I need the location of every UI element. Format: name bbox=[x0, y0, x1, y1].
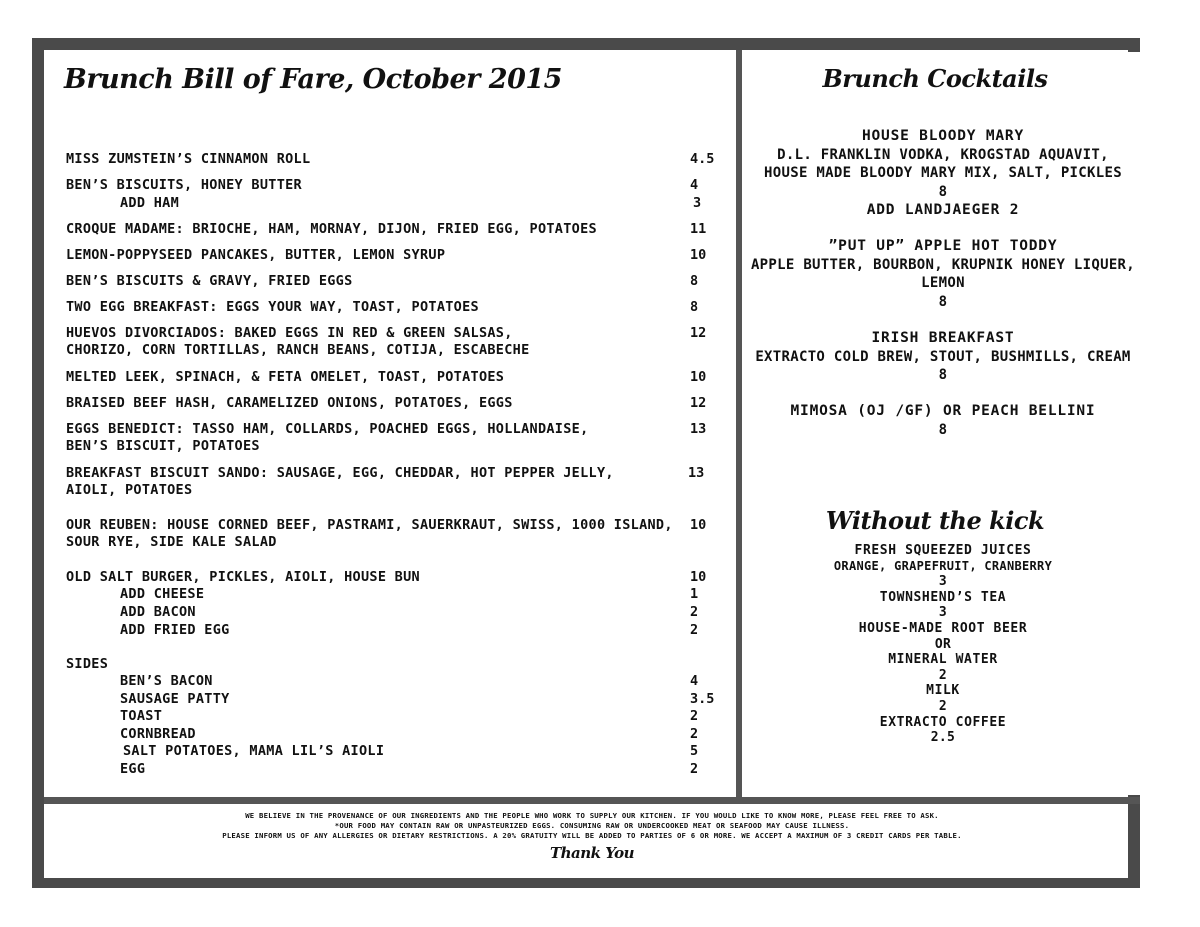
menu-item-price: 11 bbox=[690, 221, 707, 237]
menu-item-price: 4 bbox=[690, 177, 699, 193]
frame-border-right-bottom bbox=[1128, 795, 1140, 888]
menu-item: BRAISED BEEF HASH, CARAMELIZED ONIONS, POTATOES, EGGS bbox=[66, 395, 513, 411]
cocktail-price: 8 bbox=[938, 183, 948, 200]
cocktail-entry bbox=[742, 127, 1144, 220]
menu-item: OUR REUBEN: HOUSE CORNED BEEF, PASTRAMI, SAUERKRAUT, SWISS, 1000 ISLAND, SOUR RYE, SIDE KALE SALAD bbox=[66, 517, 673, 550]
drink-price: 2 bbox=[938, 698, 948, 714]
menu-item: EGGS BENEDICT: TASSO HAM, COLLARDS, POACHED EGGS, HOLLANDAISE, BEN’S BISCUIT, POTATOES bbox=[66, 421, 589, 454]
side-item-label: EGG bbox=[120, 761, 146, 777]
side-item-label: CORNBREAD bbox=[120, 726, 196, 742]
menu-item: HUEVOS DIVORCIADOS: BAKED EGGS IN RED & GREEN SALSAS, CHORIZO, CORN TORTILLAS, RANCH BEANS, COTIJA, ESCABECHE bbox=[66, 325, 530, 358]
cocktail-entry bbox=[742, 329, 1144, 385]
cocktail-entry bbox=[742, 237, 1144, 311]
drink-price: 2 bbox=[938, 667, 948, 683]
no-kick-title: Without the kick bbox=[825, 506, 1045, 535]
menu-item-price: 10 bbox=[690, 369, 707, 385]
menu-item: BEN’S BISCUITS & GRAVY, FRIED EGGS bbox=[66, 273, 353, 289]
menu-item: CROQUE MADAME: BRIOCHE, HAM, MORNAY, DIJON, FRIED EGG, POTATOES bbox=[66, 221, 597, 237]
footer-divider bbox=[44, 797, 1140, 804]
addon-label: ADD FRIED EGG bbox=[120, 622, 230, 638]
sides-heading: SIDES bbox=[66, 656, 109, 672]
addon-price: 1 bbox=[690, 586, 699, 602]
side-item-price: 2 bbox=[690, 726, 699, 742]
cocktail-price: 8 bbox=[938, 293, 948, 310]
menu-item-price: 4.5 bbox=[690, 151, 715, 167]
drink-price: 2.5 bbox=[930, 730, 956, 746]
no-kick-list bbox=[742, 543, 1144, 746]
cocktail-price: 8 bbox=[938, 367, 948, 383]
cocktails-title: Brunch Cocktails bbox=[822, 64, 1048, 93]
drink-price: 3 bbox=[938, 605, 948, 621]
cocktail-name: MIMOSA (OJ /GF) OR PEACH BELLINI bbox=[790, 403, 1096, 419]
drink-price: 3 bbox=[938, 574, 948, 590]
menu-item: OLD SALT BURGER, PICKLES, AIOLI, HOUSE BUN bbox=[66, 569, 420, 585]
menu-item-price: 12 bbox=[690, 395, 707, 411]
menu-item: LEMON-POPPYSEED PANCAKES, BUTTER, LEMON SYRUP bbox=[66, 247, 446, 263]
drink-name: EXTRACTO COFFEE bbox=[879, 714, 1007, 730]
drink-name: TOWNSHEND’S TEA bbox=[879, 589, 1007, 605]
menu-item-price: 8 bbox=[690, 273, 699, 289]
menu-item: BREAKFAST BISCUIT SANDO: SAUSAGE, EGG, CHEDDAR, HOT PEPPER JELLY, AIOLI, POTATOES bbox=[66, 465, 614, 498]
drink-name: MINERAL WATER bbox=[888, 652, 998, 668]
frame-border-right-top bbox=[1128, 38, 1140, 52]
footer-note: WE BELIEVE IN THE PROVENANCE OF OUR INGREDIENTS AND THE PEOPLE WHO WORK TO SUPPLY OUR KITCHEN. IF YOU WOULD LIKE TO KNOW MORE, PLEASE FEEL FREE TO ASK. bbox=[245, 811, 939, 820]
menu-title: Brunch Bill of Fare, October 2015 bbox=[64, 64, 562, 95]
cocktail-entry bbox=[742, 402, 1144, 439]
frame-border-left bbox=[32, 38, 44, 888]
drink-name: MILK bbox=[926, 683, 960, 699]
cocktail-extra: ADD LANDJAEGER 2 bbox=[866, 202, 1020, 218]
addon-label: ADD CHEESE bbox=[120, 586, 205, 602]
menu-item-price: 12 bbox=[690, 325, 707, 341]
menu-item-price: 10 bbox=[690, 569, 707, 585]
frame-border-top bbox=[32, 38, 1140, 50]
menu-item: TWO EGG BREAKFAST: EGGS YOUR WAY, TOAST, POTATOES bbox=[66, 299, 479, 315]
side-item-label: SAUSAGE PATTY bbox=[120, 691, 230, 707]
menu-item-price: 13 bbox=[690, 421, 707, 437]
thank-you: Thank You bbox=[549, 844, 635, 862]
side-item-price: 2 bbox=[690, 761, 699, 777]
cocktail-name: HOUSE BLOODY MARY bbox=[861, 128, 1024, 144]
addon-label: ADD HAM bbox=[120, 195, 179, 211]
cocktail-desc: HOUSE MADE BLOODY MARY MIX, SALT, PICKLES bbox=[764, 165, 1122, 181]
side-item-price: 2 bbox=[690, 708, 699, 724]
footer-note: *OUR FOOD MAY CONTAIN RAW OR UNPASTEURIZED EGGS. CONSUMING RAW OR UNDERCOOKED MEAT OR SEAFOOD MAY CAUSE ILLNESS. bbox=[334, 821, 850, 830]
drink-desc: ORANGE, GRAPEFRUIT, CRANBERRY bbox=[833, 558, 1053, 573]
drink-name: FRESH SQUEEZED JUICES bbox=[854, 543, 1032, 558]
side-item-label: TOAST bbox=[120, 708, 163, 724]
cocktail-desc: LEMON bbox=[921, 275, 965, 291]
cocktail-desc: APPLE BUTTER, BOURBON, KRUPNIK HONEY LIQUER, bbox=[750, 256, 1136, 273]
drink-name: HOUSE-MADE ROOT BEER bbox=[858, 620, 1028, 636]
menu-item-price: 8 bbox=[690, 299, 699, 315]
drink-joiner: OR bbox=[934, 636, 952, 652]
menu-item-price: 10 bbox=[690, 247, 707, 263]
addon-label: ADD BACON bbox=[120, 604, 196, 620]
addon-price: 3 bbox=[693, 195, 702, 211]
addon-price: 2 bbox=[690, 622, 699, 638]
cocktail-name: ”PUT UP” APPLE HOT TODDY bbox=[828, 238, 1058, 254]
side-item-price: 4 bbox=[690, 673, 699, 689]
menu-item: MISS ZUMSTEIN’S CINNAMON ROLL bbox=[66, 151, 311, 167]
footer-note: PLEASE INFORM US OF ANY ALLERGIES OR DIETARY RESTRICTIONS. A 20% GRATUITY WILL BE ADDED TO PARTIES OF 6 OR MORE. WE ACCEPT A MAXIMUM OF 3 CREDIT CARDS PER TABLE. bbox=[222, 831, 962, 840]
side-item-label: BEN’S BACON bbox=[120, 673, 213, 689]
side-item-price: 5 bbox=[690, 743, 699, 759]
addon-price: 2 bbox=[690, 604, 699, 620]
cocktail-name: IRISH BREAKFAST bbox=[871, 330, 1015, 346]
cocktail-price: 8 bbox=[938, 421, 948, 438]
menu-item: BEN’S BISCUITS, HONEY BUTTER bbox=[66, 177, 302, 193]
cocktail-desc: EXTRACTO COLD BREW, STOUT, BUSHMILLS, CREAM bbox=[755, 348, 1131, 365]
menu-item-price: 10 bbox=[690, 517, 707, 533]
side-item-price: 3.5 bbox=[690, 691, 715, 707]
frame-border-bottom bbox=[32, 878, 1140, 888]
menu-item-price: 13 bbox=[688, 465, 705, 481]
cocktail-desc: D.L. FRANKLIN VODKA, KROGSTAD AQUAVIT, bbox=[777, 146, 1109, 163]
side-item-label: SALT POTATOES, MAMA LIL’S AIOLI bbox=[123, 743, 385, 759]
menu-item: MELTED LEEK, SPINACH, & FETA OMELET, TOAST, POTATOES bbox=[66, 369, 505, 385]
